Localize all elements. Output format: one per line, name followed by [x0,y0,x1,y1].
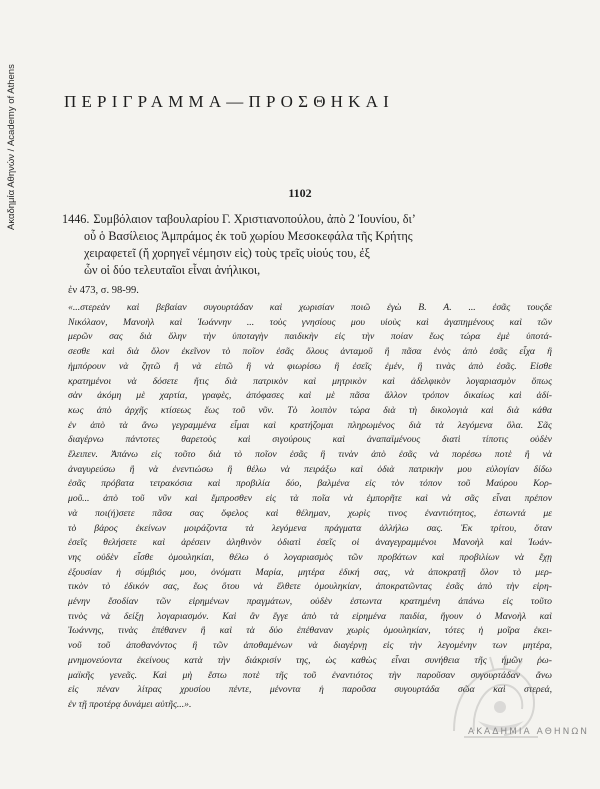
citation: ἐν 473, σ. 98-99. [68,285,139,296]
document-number: 1102 [288,186,312,200]
entry-line-1 [62,212,416,226]
quote-line: νης οὐδὲν εἶσθε ὁμουληκίαι, θέλω ὁ λογαριασμὸς τῶν προβάτων καὶ προβιλίων νὰ ἔχῃ [68,551,552,563]
quote-line: νὰ ποι(ή)σετε πᾶσα σας ὄφελος καὶ θέλημαν, χωρὶς τινος ἐναντιότητος, ἐστωντά με [68,507,552,519]
quote-line: μαϊκῆς γενεᾶς. Καὶ μὴ ἔστω ποτὲ τῆς τοῦ ἐναντιότος τὴν παροῦσαν συγουρτάδαν ἄνω [68,669,552,681]
quote-line: μένην ἔσοδίαν τῶν εἰρημένων πραγμάτων, οὐδὲν ἐστωντα κρατημένη ἀπάνω εἰς τοῦτο [68,596,552,608]
quote-line: «...στερεὰν καὶ βεβαίαν συγουρτάδαν καὶ χωρισίαν ποιῶ ἐγὼ Β. Α. ... ἐσᾶς τουςδε [68,302,552,313]
quote-line: μερῶν σας διὰ ὅλην τὴν ὑποταγὴν παιδικὴν εἰς τὴν ποίαν ἔως τώρα ἐμὲ ὑποτά- [68,331,552,343]
watermark-text: ΑΚΑΔΗΜΙΑ ΑΘΗΝΩΝ [468,727,589,737]
entry-line-3: χειραφετεῖ (ἤ χορηγεῖ νέμησιν εἰς) τοὺς τρεῖς υἱούς του, ἐξ [84,246,370,260]
quote-line: ἐξουσίαν ἡ σύμβιός μου, ὀνόματι Μαρία, μητέρα ἐδική σας, νὰ ἀποκρατῇ ὅλον τὸ μερ- [68,566,552,578]
quote-line: Νικόλαον, Μανοὴλ καὶ Ἰωάννην ... τοὺς γνησίους μου υἱοὺς καὶ ἀγαπημένους καὶ τῶν [68,316,552,328]
entry-line-2: οὗ ὁ Βασίλειος Ἀμπράμος ἐκ τοῦ χωρίου Μεσοκεφάλα τῆς Κρήτης [84,229,413,243]
quote-line: Ἰωάννης, τινὰς ἐπέθανεν ἢ καὶ τὰ δύο ἐπέθαναν χωρὶς ὁμουληκίαν, τότες ἡ μοῖρα ἐκει- [68,625,552,637]
quote-line: ἐν ἀπὸ τὰ ἄνω γεγραμμένα εἶμαι καὶ κρατήζομαι πληρωμένος διὰ τὰ λεγόμενα ὅλα. Σᾶς [68,419,552,431]
quote-line: τὸ βάρος ἐκείνων μοιράζοντα τὰ λεγόμενα πράγματα ἀλλήλω σας. Ἐκ τρίτου, ὅταν [68,522,552,534]
quote-line: διαγέρνω πάντοτες θαρετοὺς καὶ σιγούρους καὶ ἀναπαϊμένους διατὶ τίποτις οὐδὲν [68,434,552,446]
entry-number: 1446. [62,212,90,226]
quote-line: νοῦ τοῦ ἀποθανόντος ἢ τῶν ἀποθαμένων νὰ διαγέρνῃ εἰς τὴν λεγομένην των μητέρα, [68,640,552,652]
quote-line: ἐσᾶς πρόβατα τετρακόσια καὶ προβιλία δύο, βαλμένα εἰς τὸν τόπον τοῦ Μαύρου Κορ- [68,478,552,490]
quote-line: μνημονεύοντα ἐκείνους κατὰ τὴν διάκρισίν της, ὡς καθὼς εἶναι συνήθεια τῆς ἡμῶν ῥω- [68,654,552,666]
entry-heading [62,211,552,279]
running-head: ΠΕΡΙΓΡΑΜΜΑ—ΠΡΟΣΘΗΚΑΙ [64,92,394,111]
quote-line: κως ἀπὸ ἀρχῆς κτίσεως ἕως τοῦ νῦν. Τὸ λοιπὸν τώρα διὰ τὴ δικολογιὰ καὶ διὰ κάθα [68,404,552,416]
academy-seal-watermark [434,651,589,761]
quote-line: τινὸς νὰ δείξῃ λογαριασμόν. Καὶ ἂν ἔγγε ἀπὸ τὰ εἰρημένα παιδία, ἤγουν ὁ Μανοὴλ καὶ [68,610,552,622]
quote-line: σεσθε καὶ διὰ ὅλον ἐκεῖνον τὸ ποῖον ἐσᾶς ὅλους ἀνταμοῦ ἢ πᾶσα ἑνὸς ἀπὸ ἐσᾶς εἶχα ἢ [68,346,552,358]
entry-line-4: ὧν οἱ δύο τελευταῖοι εἶναι ἀνήλικοι, [84,263,261,277]
entry-line-text: Συμβόλαιον ταβουλαρίου Γ. Χριστιανοπούλου, ἀπὸ 2 Ἰουνίου, δι’ [93,212,416,226]
quote-line: κρατημένοι νὰ δόσετε ἤτις διὰ πατρικὸν καὶ μητρικὸν καὶ ἀδελφικὸν λογαριασμὸν ὅπως [68,375,552,387]
quote-line: μοῦ... ἀπὸ τοῦ νῦν καὶ ἔμπροσθεν εἰς τὰ ποῖα νὰ ἐμπορῆτε καὶ νὰ σᾶς εἶναι πρέπον [68,493,552,505]
quote-line: ἐσεῖς θελήσετε καὶ ἀρέσειν ἀληθινὸν ὁδιατὶ ἐσεῖς οἱ ἀναγεγραμμένοι Μανοὴλ καὶ Ἰωάν- [68,537,552,549]
quote-line: σὰν ἀκόμη μὲ χαρτία, γραφὲς, ἀπόφασες καὶ μὲ πᾶσα ἄλλον τρόπον δικαίως καὶ ἀδί- [68,390,552,402]
quote-line: τικὸν τὸ ἐδικόν σας, ἕως ὅτου νὰ ἔλθετε ὁμουληκίαν, ἀποκρατῶντας ἐσᾶς ἀπὸ τὴν εἰρη- [68,581,552,593]
side-credit: Ακαδημία Αθηνών / Academy of Athens [6,64,17,230]
quote-line: εἰς πέναν λίτρας χρυσίου πέντε, μένοντα ἡ παροῦσα συγουρτάδα σῶα καὶ στερεά, [68,684,552,696]
quote-line: ἔλειπεν. Ἀπάνω εἰς τοῦτο διὰ τὸ ποῖον ἐσᾶς ἢ τινὰν ἀπὸ ἐσᾶς νὰ πορέσω ποτὲ ἢ νὰ [68,449,552,461]
quote-line: ἠμπόρουν νὰ ζητῶ ἢ νὰ εἰπῶ ἢ νὰ φιωρίσω ἢ ἐσεῖς ἐμέν, ἢ τινὰς ἀπὸ ἐσᾶς. Εἰσθε [68,360,552,372]
quote-line: ἐν τῇ προτέρᾳ δυνάμει αὐτῆς...». [68,698,192,710]
quote-line: ἀναγυρεύσω ἢ νὰ ἐνεντιώσω ἢ θέλω νὰ πειράξω καὶ ὁδιὰ πατρικὴν μου εὐλογίαν δίδω [68,463,552,475]
